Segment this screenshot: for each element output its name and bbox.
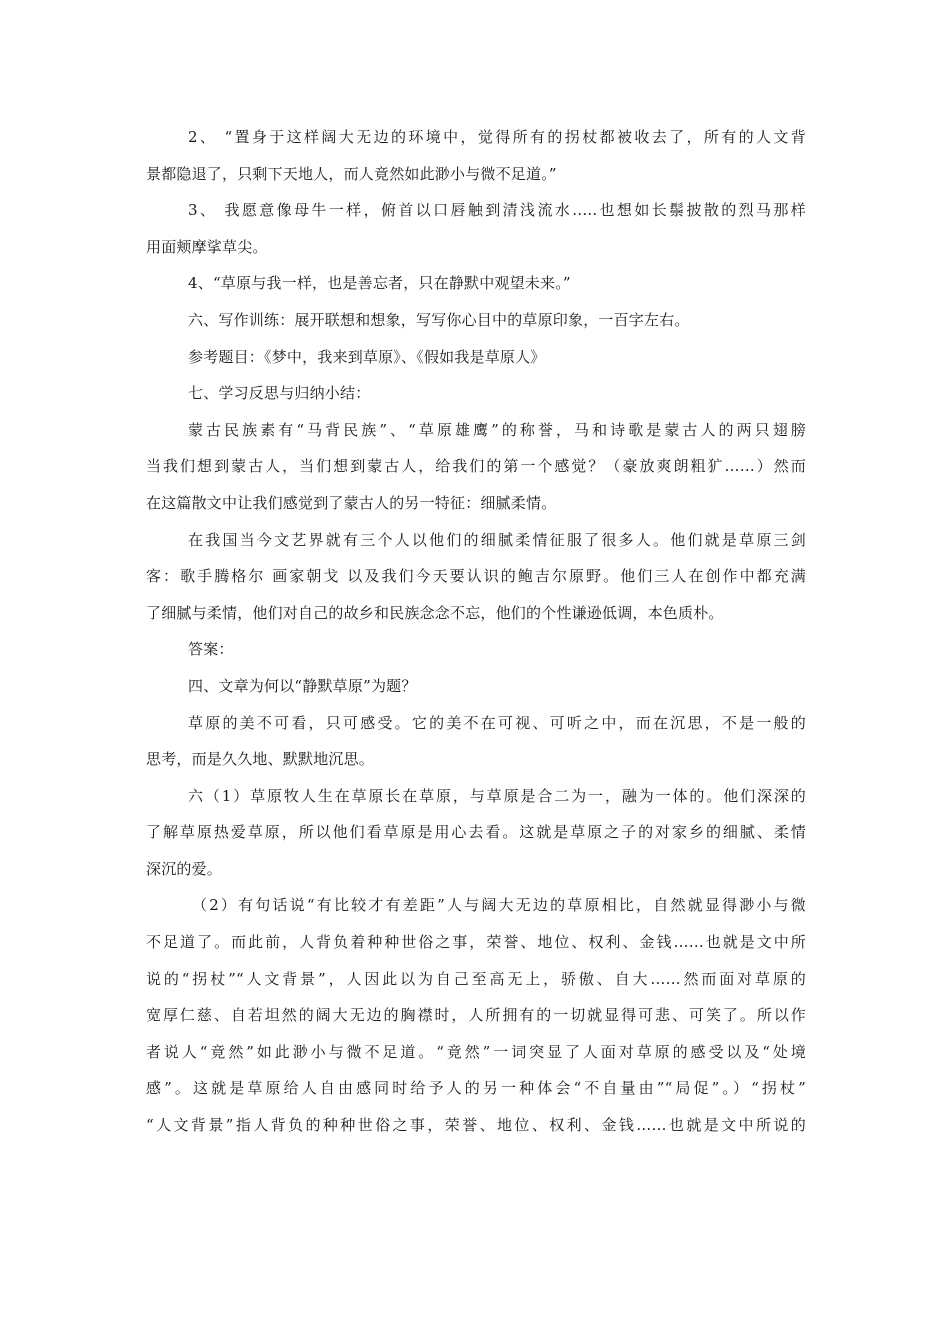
text-line: （2）有句话说“有比较才有差距”人与阔大无边的草原相比，自然就显得渺小与微 — [192, 896, 806, 915]
answer-heading: 答案： — [188, 640, 234, 659]
text-line: 在这篇散文中让我们感觉到了蒙古人的另一特征：细腻柔情。 — [146, 493, 557, 512]
section-heading: 七、学习反思与归纳小结： — [188, 384, 371, 403]
text-line: 3、 我愿意像母牛一样，俯首以口唇触到清浅流水…..也想如长鬃披散的烈马那样 — [188, 201, 806, 220]
text-line: 说的“拐杖”“人文背景”，人因此以为自己至高无上，骄傲、自大……然而面对草原的 — [146, 969, 806, 988]
text-line: 宽厚仁慈、自若坦然的阔大无边的胸襟时，人所拥有的一切就显得可悲、可笑了。所以作 — [146, 1006, 806, 1025]
text-line: 了解草原热爱草原，所以他们看草原是用心去看。这就是草原之子的对家乡的细腻、柔情 — [146, 823, 806, 842]
text-line: 在我国当今文艺界就有三个人以他们的细腻柔情征服了很多人。他们就是草原三剑 — [188, 530, 806, 549]
text-line: 思考，而是久久地、默默地沉思。 — [146, 750, 375, 769]
text-line: 感”。这就是草原给人自由感同时给予人的另一种体会“不自量由”“局促”。）“拐杖” — [146, 1079, 806, 1098]
text-line: 六（1）草原牧人生在草原长在草原，与草原是合二为一，融为一体的。他们深深的 — [188, 786, 806, 805]
text-line: “人文背景”指人背负的种种世俗之事，荣誉、地位、权利、金钱……也就是文中所说的 — [146, 1116, 806, 1135]
text-line: 参考题目：《梦中，我来到草原》、《假如我是草原人》 — [188, 347, 546, 366]
text-line: 客：歌手腾格尔 画家朝戈 以及我们今天要认识的鲍吉尔原野。他们三人在创作中都充满 — [146, 567, 806, 586]
text-line: 深沉的爱。 — [146, 859, 223, 878]
document-page — [146, 126, 806, 1151]
text-line: 景都隐退了，只剩下天地人，而人竟然如此渺小与微不足道。” — [146, 164, 557, 183]
section-heading: 四、文章为何以“静默草原”为题？ — [188, 676, 417, 695]
section-heading: 六、写作训练：展开联想和想象，写写你心目中的草原印象，一百字左右。 — [188, 310, 690, 329]
text-line: 草原的美不可看，只可感受。它的美不在可视、可听之中，而在沉思，不是一般的 — [188, 713, 806, 732]
text-line: 者说人“竟然”如此渺小与微不足道。“竟然”一词突显了人面对草原的感受以及“处境 — [146, 1042, 806, 1061]
text-line: 不足道了。而此前，人背负着种种世俗之事，荣誉、地位、权利、金钱……也就是文中所 — [146, 933, 806, 952]
text-line: 蒙古民族素有“马背民族”、“草原雄鹰”的称誉，马和诗歌是蒙古人的两只翅膀 — [188, 420, 806, 439]
text-line: 当我们想到蒙古人，当们想到蒙古人，给我们的第一个感觉？（豪放爽朗粗犷……）然而 — [146, 457, 806, 476]
text-line: 2、 “置身于这样阔大无边的环境中，觉得所有的拐杖都被收去了，所有的人文背 — [188, 128, 806, 146]
text-line: 用面颊摩挲草尖。 — [146, 237, 268, 256]
text-line: 了细腻与柔情，他们对自己的故乡和民族念念不忘，他们的个性谦逊低调，本色质朴。 — [146, 603, 724, 622]
text-line: 4、“草原与我一样，也是善忘者，只在静默中观望未来。” — [188, 274, 571, 293]
